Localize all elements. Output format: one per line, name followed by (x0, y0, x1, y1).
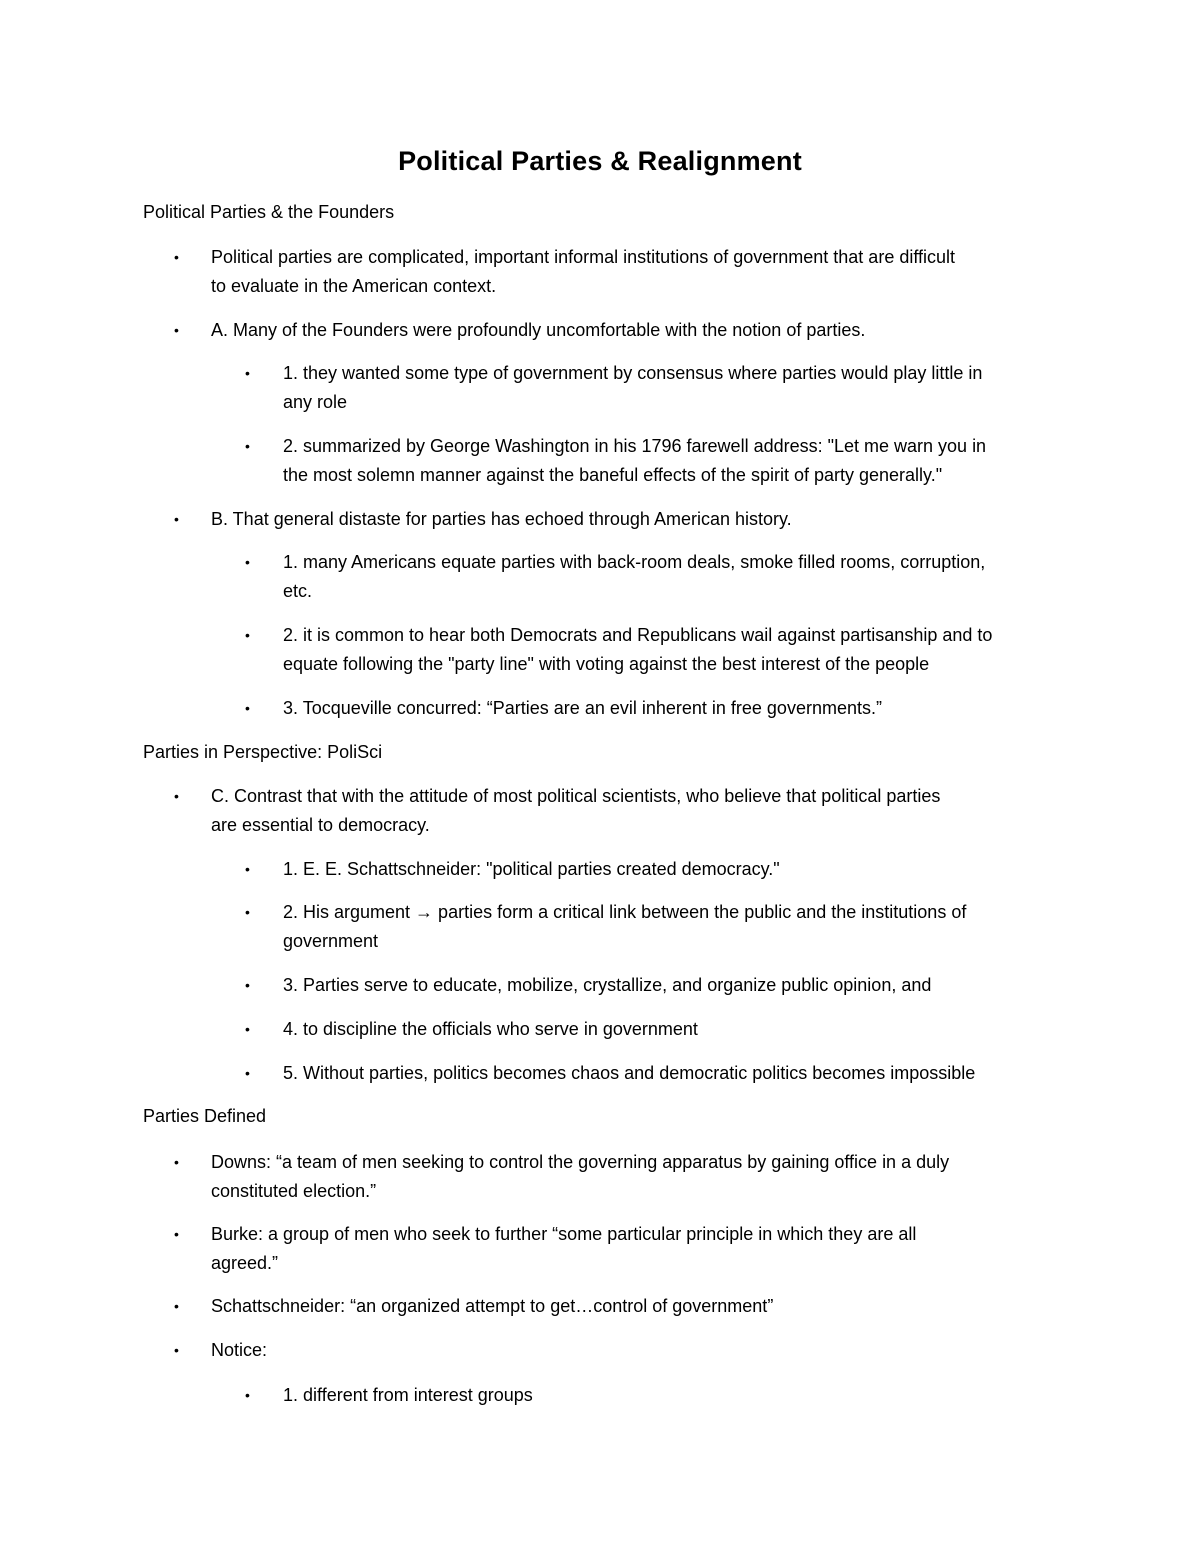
bullet-icon: • (245, 1387, 250, 1403)
bullet-icon: • (245, 700, 250, 716)
list-item: • 2. it is common to hear both Democrats and Republicans wail against partisanship and to equate following the "party line" with voting against the best interest of the people (283, 621, 992, 679)
bullet-icon: • (174, 1342, 179, 1358)
list-item: • B. That general distaste for parties has echoed through American history. (211, 505, 792, 534)
list-item: • 2. His argument → parties form a critical link between the public and the institutions of government (283, 898, 966, 956)
section-heading-perspective: Parties in Perspective: PoliSci (143, 742, 383, 762)
list-item: • Schattschneider: “an organized attempt to get…control of government” (211, 1292, 773, 1321)
list-item: • Notice: (211, 1336, 267, 1365)
bullet-icon: • (174, 322, 179, 338)
section-heading-founders: Political Parties & the Founders (143, 202, 395, 222)
bullet-icon: • (174, 249, 179, 265)
list-item: • 1. they wanted some type of government by consensus where parties would play little in any role (283, 359, 982, 417)
list-item: • 4. to discipline the officials who serve in government (283, 1015, 698, 1044)
list-item: • Political parties are complicated, important informal institutions of government that are difficult to evaluate in the American context. (211, 243, 955, 301)
list-item: • 1. different from interest groups (283, 1381, 533, 1410)
list-item: • 5. Without parties, politics becomes chaos and democratic politics becomes impossible (283, 1059, 975, 1088)
list-item: • C. Contrast that with the attitude of most political scientists, who believe that political parties are essential to democracy. (211, 782, 940, 840)
list-item: • Downs: “a team of men seeking to control the governing apparatus by gaining office in a duly constituted election.” (211, 1148, 949, 1206)
bullet-icon: • (174, 1298, 179, 1314)
bullet-icon: • (174, 788, 179, 804)
list-item: • 1. E. E. Schattschneider: "political parties created democracy." (283, 855, 780, 884)
list-item: • A. Many of the Founders were profoundly uncomfortable with the notion of parties. (211, 316, 865, 345)
page-title: Political Parties & Realignment (398, 146, 802, 176)
list-item: • Burke: a group of men who seek to further “some particular principle in which they are all agreed.” (211, 1220, 916, 1278)
bullet-icon: • (245, 861, 250, 877)
list-item: • 1. many Americans equate parties with back-room deals, smoke filled rooms, corruption, etc. (283, 548, 985, 606)
bullet-icon: • (245, 1065, 250, 1081)
bullet-icon: • (245, 627, 250, 643)
bullet-icon: • (245, 904, 250, 920)
bullet-icon: • (245, 977, 250, 993)
bullet-icon: • (174, 1154, 179, 1170)
bullet-icon: • (174, 1226, 179, 1242)
bullet-icon: • (245, 438, 250, 454)
list-item: • 3. Tocqueville concurred: “Parties are an evil inherent in free governments.” (283, 694, 882, 723)
section-heading-defined: Parties Defined (143, 1106, 267, 1126)
list-item: • 2. summarized by George Washington in his 1796 farewell address: "Let me warn you in the most solemn manner against the baneful effects of the spirit of party generally." (283, 432, 986, 490)
bullet-icon: • (245, 1021, 250, 1037)
bullet-icon: • (245, 554, 250, 570)
bullet-icon: • (245, 365, 250, 381)
bullet-icon: • (174, 511, 179, 527)
list-item: • 3. Parties serve to educate, mobilize, crystallize, and organize public opinion, and (283, 971, 931, 1000)
